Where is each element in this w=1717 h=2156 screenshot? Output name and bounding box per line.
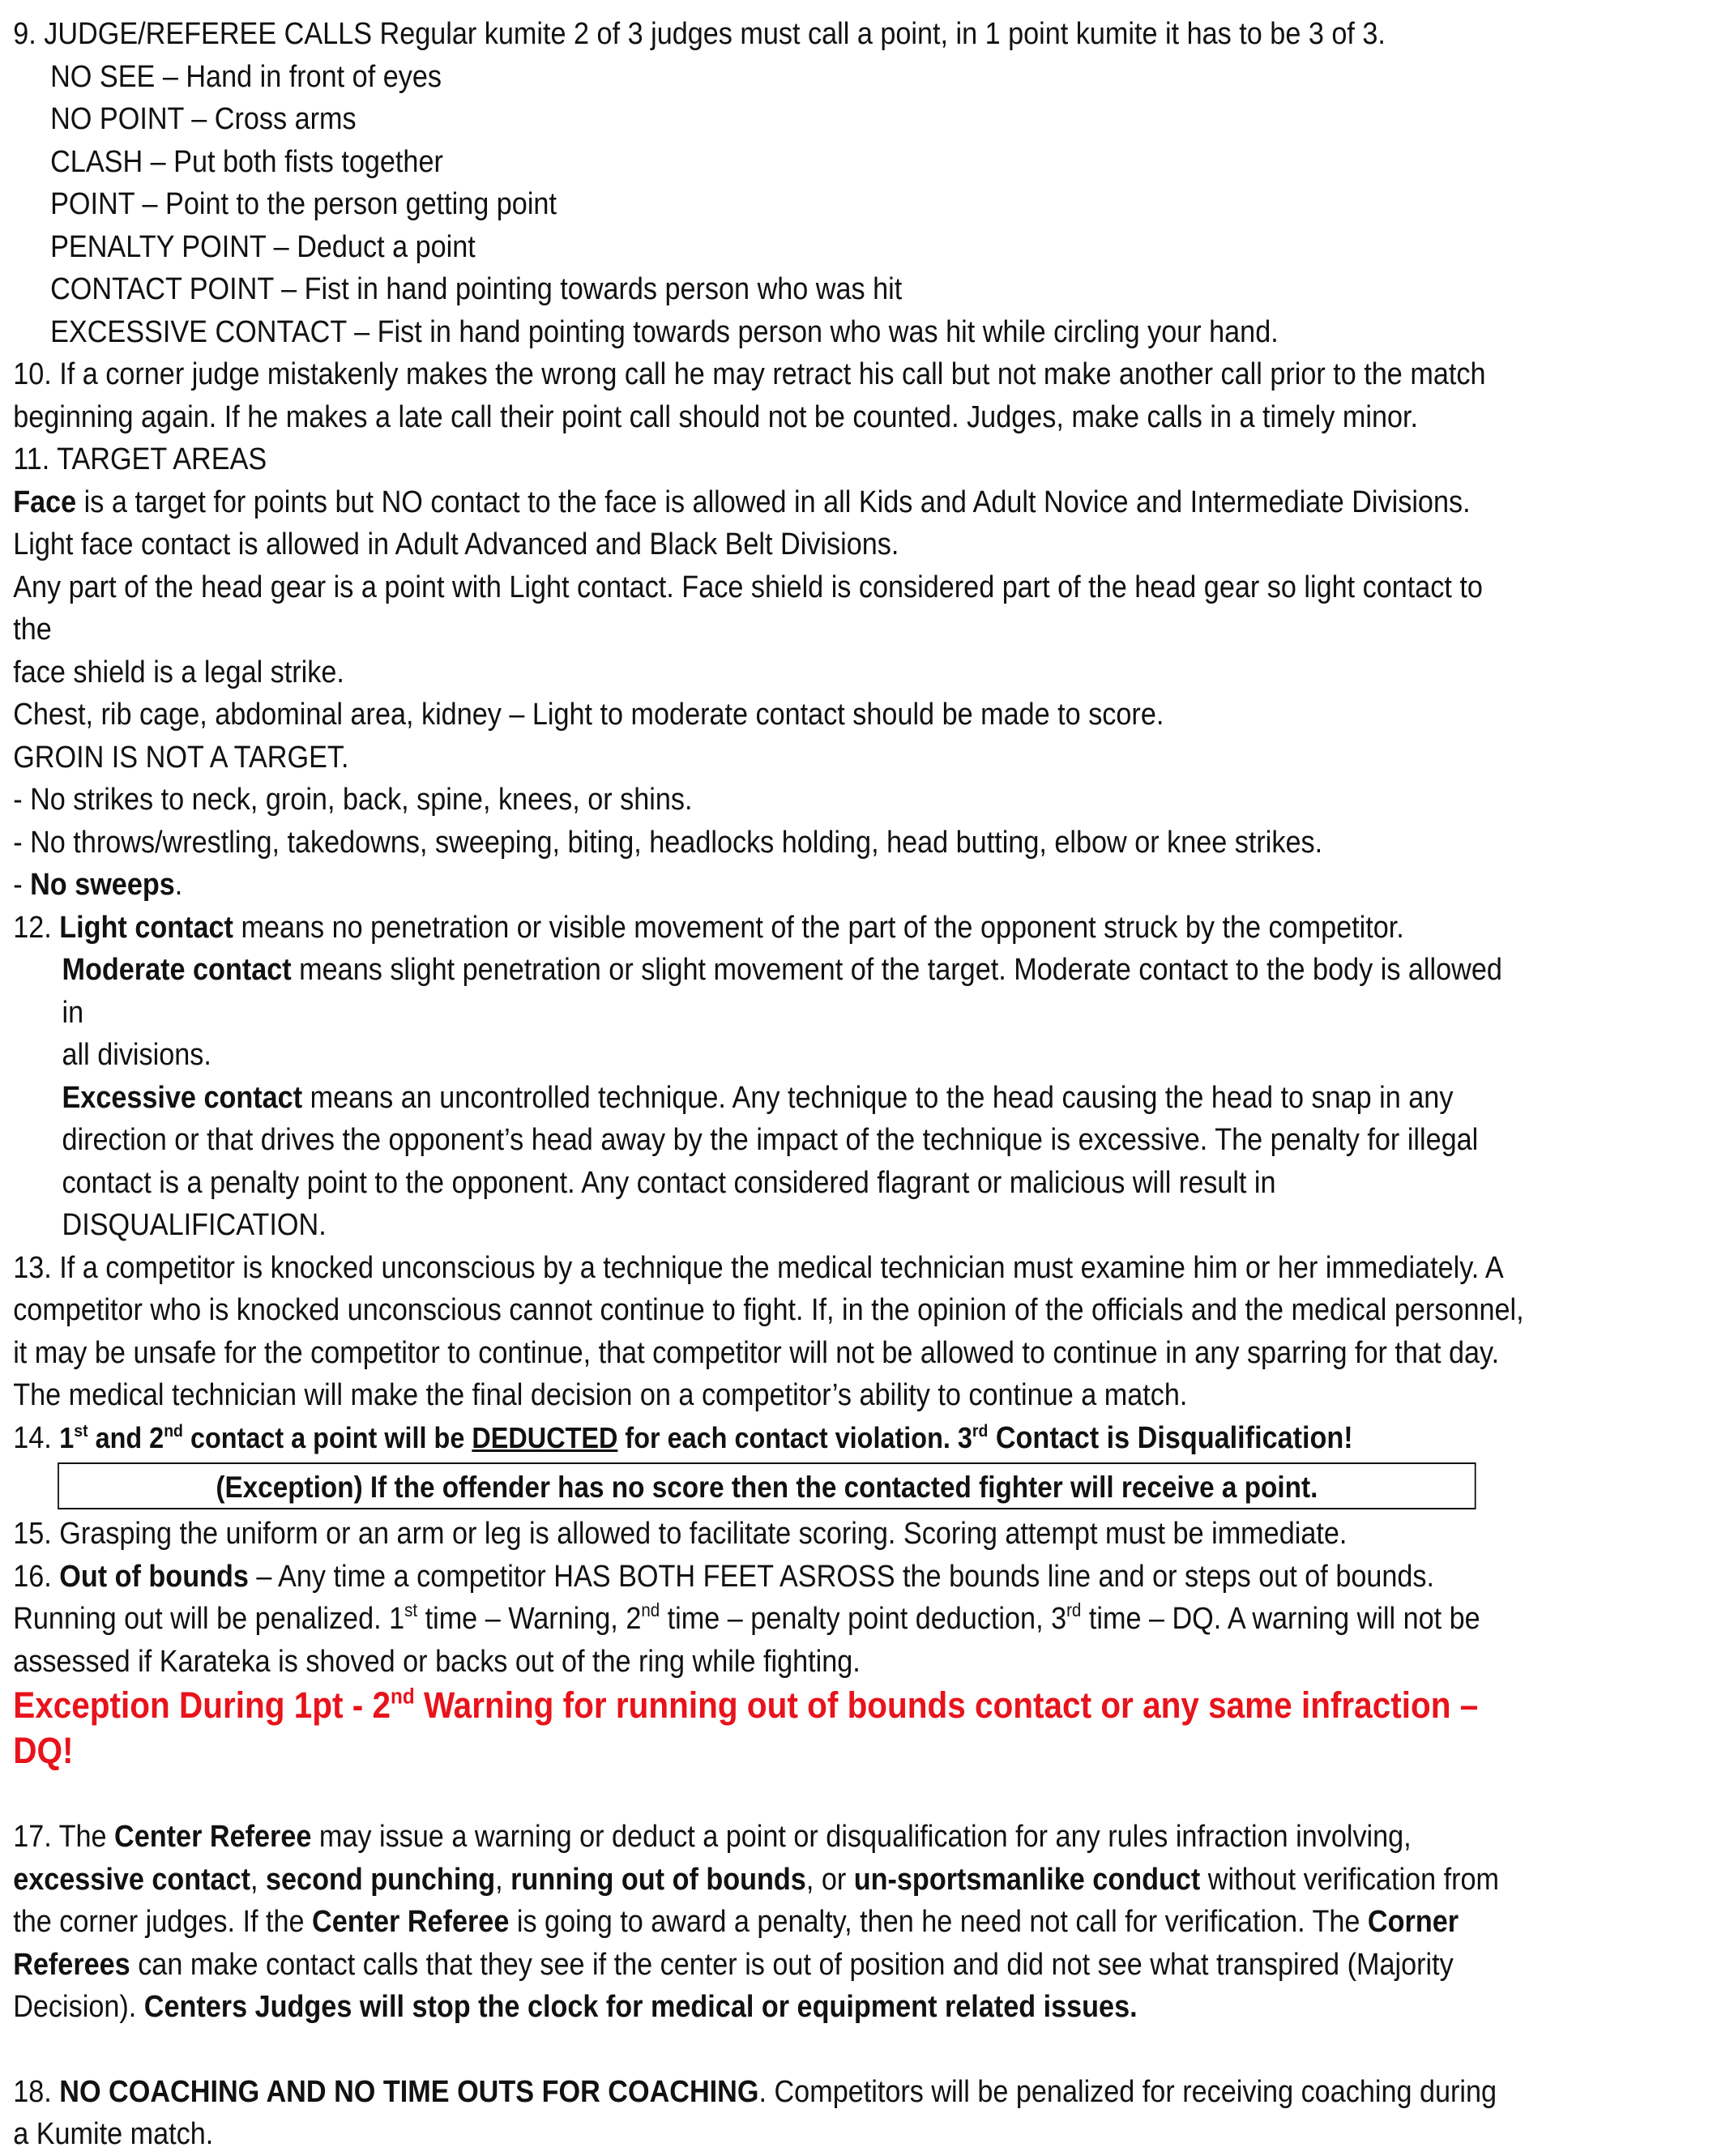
rule-16-line-1 [13, 1556, 1527, 1599]
no-sweeps-dash: - [13, 868, 31, 902]
rule-11-no-sweeps [13, 864, 1527, 907]
rule-11-chest: Chest, rib cage, abdominal area, kidney – Light to moderate contact should be made to score. [13, 698, 1164, 732]
r17-a: 17. The [13, 1820, 115, 1854]
rule-12-excessive-2: direction or that drives the opponent’s head away by the impact of the technique is excessive. The penalty for illegal [62, 1123, 1479, 1157]
center-referee-term: Center Referee [114, 1820, 312, 1854]
sup-3: rd [1066, 1599, 1082, 1621]
rule-17-line-1 [13, 1816, 1527, 1859]
excessive-contact-term-17: excessive contact [13, 1862, 250, 1897]
call-penalty-point: PENALTY POINT – Deduct a point [50, 229, 476, 264]
unsportsmanlike-term: un-sportsmanlike conduct [853, 1862, 1201, 1897]
rule-11-no-strikes: - No strikes to neck, groin, back, spine, knees, or shins. [13, 783, 693, 817]
rule-13-line-2: competitor who is knocked unconscious cannot continue to fight. If, in the opinion of the officials and the medical personnel, [13, 1293, 1524, 1327]
rule-14 [13, 1417, 1527, 1460]
excessive-contact-text: means an uncontrolled technique. Any technique to the head causing the head to snap in any [302, 1080, 1454, 1115]
red-sup: nd [390, 1684, 415, 1709]
spacer [13, 2029, 1527, 2071]
out-of-bounds-text: – Any time a competitor HAS BOTH FEET ASROSS the bounds line and or steps out of bounds. [248, 1559, 1435, 1594]
rule-16-l2c: time – penalty point deduction, 3 [660, 1602, 1067, 1636]
r17-f: can make contact calls that they see if the center is out of position and did not see what transpired (Majority [130, 1947, 1454, 1982]
center-referee-term-2: Center Referee [312, 1905, 510, 1939]
no-sweeps-end: . [174, 868, 183, 902]
red-a: Exception During 1pt - 2 [13, 1684, 391, 1726]
rule-12-num: 12. [13, 910, 60, 945]
rule-17-line-3 [13, 1901, 1527, 1944]
exception-warning-red [13, 1683, 1527, 1774]
centers-judges-term: Centers Judges will stop the clock for medical or equipment related issues. [143, 1990, 1138, 2024]
rule-18-num: 18. [13, 2074, 60, 2109]
rule-14-contact: contact a point will be [182, 1420, 472, 1454]
r17-comma1: , [250, 1862, 267, 1897]
sup-2: nd [641, 1599, 660, 1621]
rule-18-line-1 [13, 2071, 1527, 2114]
second-punching-term: second punching [266, 1862, 496, 1897]
rule-13-line-1: 13. If a competitor is knocked unconscious by a technique the medical technician must examine him or her immediately. A [13, 1250, 1504, 1285]
rule-13-line-3: it may be unsafe for the competitor to continue, that competitor will not be allowed to continue in any sparring for that day. [13, 1335, 1500, 1370]
rule-11-face [13, 481, 1527, 524]
face-text: is a target for points but NO contact to the face is allowed in all Kids and Adult Novice and Intermediate Divisions. [76, 485, 1471, 519]
r17-c: without verification from [1200, 1862, 1500, 1897]
spacer [13, 1774, 1527, 1816]
rule-15: 15. Grasping the uniform or an arm or leg is allowed to facilitate scoring. Scoring attempt must be immediate. [13, 1517, 1348, 1551]
rule-14-num: 14. [13, 1420, 60, 1455]
face-term: Face [13, 485, 77, 519]
no-sweeps-term: No sweeps [30, 868, 175, 902]
call-contact-point: CONTACT POINT – Fist in hand pointing towards person who was hit [50, 272, 903, 306]
rule-14-body [59, 1421, 1352, 1454]
rule-10-line-2: beginning again. If he makes a late call their point call should not be counted. Judges, make calls in a timely minor. [13, 399, 1419, 434]
referees-term: Referees [13, 1947, 130, 1982]
rule-10-line-1: 10. If a corner judge mistakenly makes the wrong call he may retract his call but not make another call prior to the match [13, 357, 1486, 391]
rule-17-line-5 [13, 1986, 1527, 2029]
rule-11-no-throws: - No throws/wrestling, takedowns, sweeping, biting, headlocks holding, head butting, elbow or knee strikes. [13, 825, 1323, 860]
sup-st: st [74, 1420, 88, 1441]
call-clash: CLASH – Put both fists together [50, 144, 443, 179]
rule-11-headgear-2: face shield is a legal strike. [13, 655, 344, 689]
r17-or: , or [805, 1862, 854, 1897]
call-excessive-contact: EXCESSIVE CONTACT – Fist in hand pointing towards person who was hit while circling your hand. [50, 314, 1279, 349]
rule-14-first: 1 [59, 1420, 75, 1454]
light-contact-term: Light contact [59, 910, 233, 945]
moderate-contact-term: Moderate contact [62, 953, 292, 987]
out-of-bounds-term: Out of bounds [59, 1559, 249, 1594]
light-contact-text: means no penetration or visible movement of the part of the opponent struck by the competitor. [233, 910, 1404, 945]
moderate-contact-text: means slight penetration or slight movement of the target. Moderate contact to the body is allowed in [62, 953, 1502, 1030]
running-out-term: running out of bounds [510, 1862, 806, 1897]
exception-box: (Exception) If the offender has no score then the contacted fighter will receive a point. [58, 1462, 1476, 1509]
rule-17-line-4 [13, 1944, 1527, 1987]
call-no-see: NO SEE – Hand in front of eyes [50, 59, 442, 94]
rule-13-line-4: The medical technician will make the final decision on a competitor’s ability to continue a match. [13, 1378, 1188, 1412]
rule-11-heading: 11. TARGET AREAS [13, 442, 267, 476]
rule-12-excessive-1 [13, 1077, 1527, 1120]
r17-g: Decision). [13, 1990, 144, 2024]
rule-12-excessive-3: contact is a penalty point to the opponent. Any contact considered flagrant or malicious will result in [62, 1165, 1276, 1200]
red-b: Warning for running out of bounds contact or any same infraction – DQ! [13, 1684, 1479, 1771]
rule-9-heading: 9. JUDGE/REFEREE CALLS Regular kumite 2 of 3 judges must call a point, in 1 point kumite it has to be 3 of 3. [13, 17, 1386, 51]
r17-comma2: , [495, 1862, 511, 1897]
r17-e: is going to award a penalty, then he need not call for verification. The [509, 1905, 1368, 1939]
rule-11-groin: GROIN IS NOT A TARGET. [13, 740, 349, 775]
r17-d: the corner judges. If the [13, 1905, 313, 1939]
rule-18-line-2: a Kumite match. [13, 2117, 214, 2151]
rule-12-light [13, 907, 1527, 950]
rule-18-dot: . [758, 2074, 767, 2109]
corner-term: Corner [1367, 1905, 1459, 1939]
rule-16-line-3: assessed if Karateka is shoved or backs out of the ring while fighting. [13, 1644, 861, 1679]
rule-12-moderate-2: all divisions. [62, 1038, 211, 1072]
excessive-contact-term: Excessive contact [62, 1080, 303, 1115]
sup-rd: rd [972, 1420, 989, 1441]
rule-16-l2b: time – Warning, 2 [417, 1602, 642, 1636]
rule-14-second: and 2 [88, 1420, 164, 1454]
rule-14-dq: Contact is Disqualification! [988, 1420, 1353, 1455]
rule-16-line-2 [13, 1598, 1527, 1641]
r17-b: may issue a warning or deduct a point or disqualification for any rules infraction involving, [311, 1820, 1412, 1854]
rule-12-excessive-4: DISQUALIFICATION. [62, 1208, 327, 1242]
rule-18-text: Competitors will be penalized for receiving coaching during [766, 2074, 1497, 2109]
rule-11-headgear-1: Any part of the head gear is a point with Light contact. Face shield is considered part of the head gear so light contact to the [13, 570, 1483, 647]
deducted-word: DEDUCTED [472, 1420, 618, 1454]
rule-17-line-2 [13, 1859, 1527, 1902]
no-coaching-term: NO COACHING AND NO TIME OUTS FOR COACHING [59, 2074, 759, 2109]
rule-12-moderate-1 [13, 949, 1527, 1034]
rule-14-each: for each contact violation. 3 [617, 1420, 972, 1454]
rule-16-l2a: Running out will be penalized. 1 [13, 1602, 405, 1636]
sup-nd: nd [164, 1420, 183, 1441]
call-no-point: NO POINT – Cross arms [50, 102, 357, 136]
rule-16-num: 16. [13, 1559, 60, 1594]
call-point: POINT – Point to the person getting point [50, 187, 557, 221]
rule-16-l2d: time – DQ. A warning will not be [1081, 1602, 1480, 1636]
rule-11-light-face: Light face contact is allowed in Adult Advanced and Black Belt Divisions. [13, 527, 899, 561]
sup-1: st [404, 1599, 418, 1621]
